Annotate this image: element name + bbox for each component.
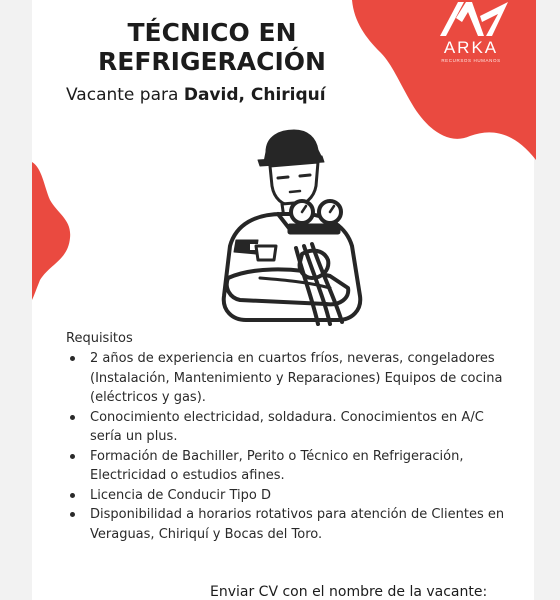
vacancy-location: David, Chiriquí <box>183 85 326 105</box>
send-cv-instruction: Enviar CV con el nombre de la vacante: <box>210 584 488 600</box>
brand-tagline: RECURSOS HUMANOS <box>441 58 501 63</box>
list-item: Disponibilidad a horarios rotativos para atención de Clientes en Veraguas, Chiriquí y Bocas del Toro. <box>66 505 506 544</box>
subtitle-prefix: Vacante para <box>66 85 184 105</box>
list-item: Conocimiento electricidad, soldadura. Conocimientos en A/C sería un plus. <box>66 408 506 447</box>
requirements-list <box>66 349 506 544</box>
page-title <box>62 18 362 76</box>
vacancy-subtitle <box>66 85 326 105</box>
left-red-blob <box>32 162 70 300</box>
list-item: Licencia de Conducir Tipo D <box>66 486 506 506</box>
title-line-2: REFRIGERACIÓN <box>98 47 326 76</box>
brand-name: ARKA <box>443 38 499 57</box>
refrigeration-technician-icon <box>200 128 380 330</box>
list-item: Formación de Bachiller, Perito o Técnico en Refrigeración, Electricidad o estudios afines. <box>66 447 506 486</box>
title-line-1: TÉCNICO EN <box>127 18 297 47</box>
requirements-heading: Requisitos <box>66 331 133 346</box>
list-item: 2 años de experiencia en cuartos fríos, neveras, congeladores (Instalación, Mantenimiento y Reparaciones) Equipos de cocina (eléctricos y gas). <box>66 349 506 408</box>
